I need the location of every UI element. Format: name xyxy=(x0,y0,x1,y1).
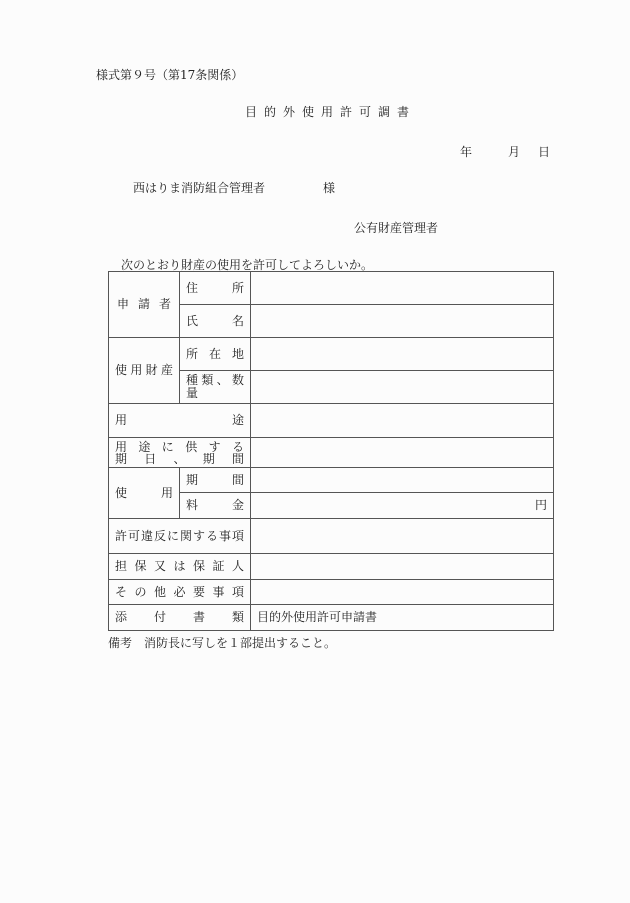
yen-unit: 円 xyxy=(534,498,547,512)
property-label: 使用財産 xyxy=(109,338,180,404)
other-label: その他必要事項 xyxy=(109,580,251,605)
address-label: 住所 xyxy=(180,272,251,305)
date-day-label: 日 xyxy=(538,145,551,159)
permit-form-table xyxy=(108,271,554,631)
remarks-note xyxy=(108,634,336,651)
intro-text: 次のとおり財産の使用を許可してよろしいか。 xyxy=(121,258,374,272)
violation-label: 許可違反に関する事項 xyxy=(109,519,251,554)
other-field[interactable] xyxy=(251,580,554,605)
table-row xyxy=(109,338,554,371)
table-row xyxy=(109,519,554,554)
location-field[interactable] xyxy=(251,338,554,371)
usage-label: 使用 xyxy=(109,468,180,519)
date-line xyxy=(460,143,550,160)
purpose-label: 用途 xyxy=(109,404,251,438)
table-row xyxy=(109,468,554,493)
table-row xyxy=(109,580,554,605)
type-quantity-label: 種類、数量 xyxy=(180,371,251,404)
address-field[interactable] xyxy=(251,272,554,305)
table-row xyxy=(109,404,554,438)
addressee: 西はりま消防組合管理者 xyxy=(133,181,266,195)
guarantee-label: 担保又は保証人 xyxy=(109,554,251,580)
table-row xyxy=(109,605,554,631)
location-label: 所在地 xyxy=(180,338,251,371)
addressee-line xyxy=(133,179,335,196)
usage-period-label: 期間 xyxy=(180,468,251,493)
applicant-label: 申請者 xyxy=(109,272,180,338)
name-field[interactable] xyxy=(251,305,554,338)
type-quantity-field[interactable] xyxy=(251,371,554,404)
honorific: 様 xyxy=(323,181,336,195)
table-row xyxy=(109,554,554,580)
attachments-field[interactable]: 目的外使用許可申請書 xyxy=(251,605,554,631)
document-title: 目的外使用許可調書 xyxy=(245,105,417,119)
fee-field[interactable] xyxy=(251,493,554,519)
fee-label: 料金 xyxy=(180,493,251,519)
purpose-field[interactable] xyxy=(251,404,554,438)
table-row xyxy=(109,272,554,305)
usage-period-field[interactable] xyxy=(251,468,554,493)
violation-field[interactable] xyxy=(251,519,554,554)
attachments-label: 添付書類 xyxy=(109,605,251,631)
purpose-period-field[interactable] xyxy=(251,438,554,468)
remarks-text: 消防長に写しを１部提出すること。 xyxy=(144,636,337,650)
guarantee-field[interactable] xyxy=(251,554,554,580)
issuer: 公有財産管理者 xyxy=(354,221,439,235)
date-month-label: 月 xyxy=(508,145,521,159)
purpose-period-label xyxy=(109,438,251,468)
form-number: 様式第９号（第17条関係） xyxy=(96,68,244,82)
date-year-label: 年 xyxy=(460,145,473,159)
remarks-label: 備考 xyxy=(108,636,133,650)
purpose-period-label-line1: 用途に供する xyxy=(115,439,244,454)
table-row xyxy=(109,438,554,468)
purpose-period-label-line2: 期日、期間 xyxy=(115,451,244,466)
name-label: 氏名 xyxy=(180,305,251,338)
